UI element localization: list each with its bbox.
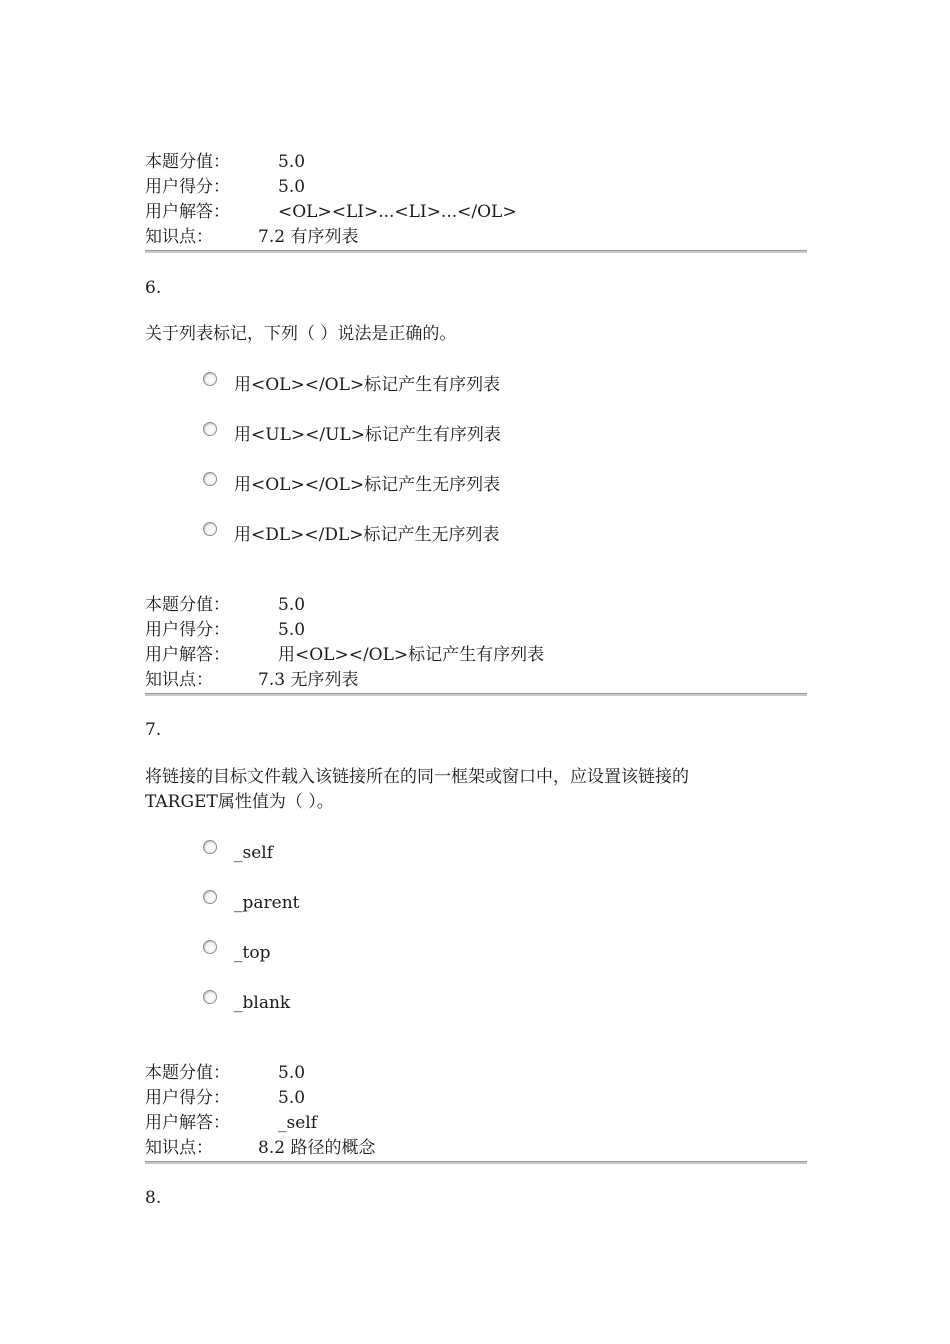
option-b[interactable]	[203, 890, 300, 916]
score-value: 5.0	[278, 1063, 306, 1083]
question-number: 8.	[145, 1188, 162, 1208]
question-5-info	[145, 150, 807, 253]
score-value: 5.0	[278, 152, 306, 172]
option-b[interactable]	[203, 422, 501, 448]
question-text: 关于列表标记，下列（ ）说法是正确的。	[145, 324, 457, 344]
option-label: 用<DL></DL>标记产生无序列表	[234, 525, 500, 545]
knowledge-value: 8.2 路径的概念	[258, 1138, 376, 1158]
question-7-info	[145, 1061, 807, 1164]
option-d[interactable]	[203, 990, 290, 1016]
user-score-value: 5.0	[278, 1088, 306, 1108]
option-d[interactable]	[203, 522, 500, 548]
option-label: _blank	[234, 993, 291, 1013]
user-score-value: 5.0	[278, 620, 306, 640]
user-answer-value: 用<OL></OL>标记产生有序列表	[278, 645, 545, 665]
option-label: 用<OL></OL>标记产生无序列表	[234, 475, 501, 495]
user-score-label: 用户得分：	[145, 177, 230, 197]
user-score-row	[145, 175, 807, 200]
radio-button[interactable]	[203, 990, 217, 1004]
question-number: 7.	[145, 720, 162, 740]
divider	[145, 1161, 807, 1164]
knowledge-value: 7.2 有序列表	[258, 227, 359, 247]
knowledge-label: 知识点：	[145, 670, 213, 690]
radio-button[interactable]	[203, 522, 217, 536]
option-label: _self	[234, 843, 274, 863]
score-label: 本题分值：	[145, 1063, 230, 1083]
radio-button[interactable]	[203, 890, 217, 904]
radio-button[interactable]	[203, 472, 217, 486]
user-answer-label: 用户解答：	[145, 645, 230, 665]
user-score-row	[145, 618, 807, 643]
option-c[interactable]	[203, 940, 270, 966]
score-row	[145, 593, 807, 618]
user-answer-value: <OL><LI>...<LI>...</OL>	[278, 202, 517, 222]
option-label: 用<UL></UL>标记产生有序列表	[234, 425, 501, 445]
question-text	[145, 765, 785, 815]
user-score-label: 用户得分：	[145, 1088, 230, 1108]
divider	[145, 693, 807, 696]
option-c[interactable]	[203, 472, 500, 498]
radio-button[interactable]	[203, 372, 217, 386]
radio-button[interactable]	[203, 422, 217, 436]
score-label: 本题分值：	[145, 595, 230, 615]
user-answer-row	[145, 643, 807, 668]
user-answer-label: 用户解答：	[145, 1113, 230, 1133]
score-value: 5.0	[278, 595, 306, 615]
option-label: _parent	[234, 893, 300, 913]
user-score-label: 用户得分：	[145, 620, 230, 640]
divider	[145, 250, 807, 253]
user-answer-row	[145, 1111, 807, 1136]
option-a[interactable]	[203, 372, 500, 398]
knowledge-row	[145, 668, 807, 693]
knowledge-row	[145, 225, 807, 250]
option-label: _top	[234, 943, 271, 963]
question-number: 6.	[145, 278, 162, 298]
question-text-line: TARGET属性值为（ ）。	[145, 792, 334, 812]
knowledge-label: 知识点：	[145, 1138, 213, 1158]
question-text-line: 将链接的目标文件载入该链接所在的同一框架或窗口中，应设置该链接的	[145, 767, 689, 787]
user-score-value: 5.0	[278, 177, 306, 197]
radio-button[interactable]	[203, 840, 217, 854]
score-label: 本题分值：	[145, 152, 230, 172]
score-row	[145, 1061, 807, 1086]
option-label: 用<OL></OL>标记产生有序列表	[234, 375, 501, 395]
user-answer-row	[145, 200, 807, 225]
knowledge-value: 7.3 无序列表	[258, 670, 359, 690]
option-a[interactable]	[203, 840, 273, 866]
radio-button[interactable]	[203, 940, 217, 954]
user-answer-value: _self	[278, 1113, 318, 1133]
question-6-info	[145, 593, 807, 696]
knowledge-label: 知识点：	[145, 227, 213, 247]
user-score-row	[145, 1086, 807, 1111]
user-answer-label: 用户解答：	[145, 202, 230, 222]
score-row	[145, 150, 807, 175]
knowledge-row	[145, 1136, 807, 1161]
